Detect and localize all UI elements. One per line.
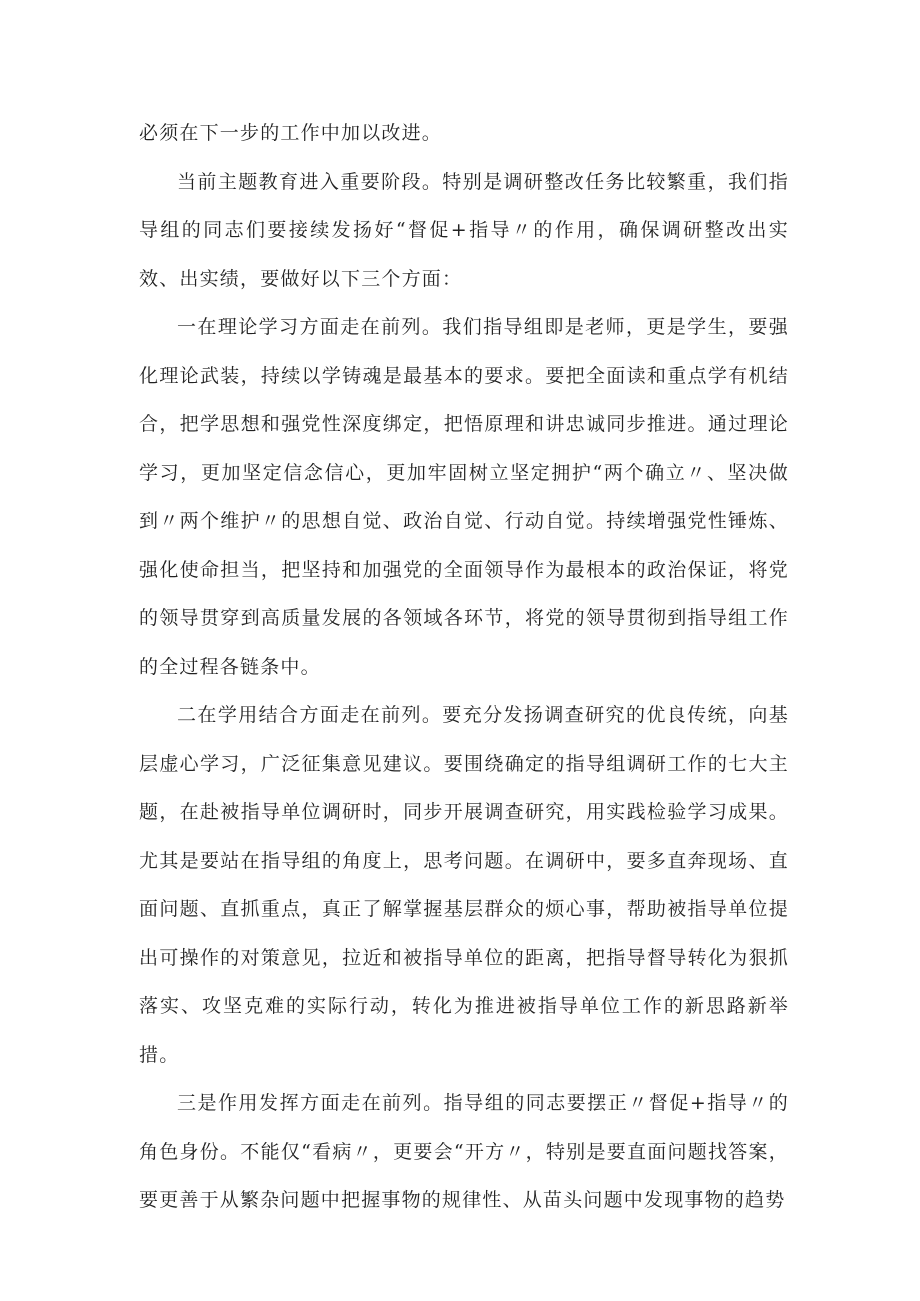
paragraph-theory-study: 一在理论学习方面走在前列。我们指导组即是老师，更是学生，要强化理论武装，持续以学铸魂是最基本的要求。要把全面读和重点学有机结合，把学思想和强党性深度绑定，把悟原理和讲忠诚同步推进。通过理论学习，更加坚定信念信心，更加牢固树立坚定拥护“两个确立〃、坚决做到〃两个维护〃的思想自觉、政治自觉、行动自觉。持续增强党性锤炼、强化使命担当，把坚持和加强党的全面领导作为最根本的政治保证，将党的领导贯穿到高质量发展的各领域各环节，将党的领导贯彻到指导组工作的全过程各链条中。 [139,316,789,678]
paragraph-intro: 当前主题教育进入重要阶段。特别是调研整改任务比较繁重，我们指导组的同志们要接续发扬好“督促+指导〃的作用，确保调研整改出实效、出实绩，要做好以下三个方面： [139,170,789,290]
document-body [139,109,789,1225]
paragraph-continuation: 必须在下一步的工作中加以改进。 [139,122,443,144]
paragraph-study-application: 二在学用结合方面走在前列。要充分发扬调查研究的优良传统，向基层虚心学习，广泛征集意见建议。要围绕确定的指导组调研工作的七大主题，在赴被指导单位调研时，同步开展调查研究，用实践检验学习成果。尤其是要站在指导组的角度上，思考问题。在调研中，要多直奔现场、直面问题、直抓重点，真正了解掌握基层群众的烦心事，帮助被指导单位提出可操作的对策意见，拉近和被指导单位的距离，把指导督导转化为狠抓落实、攻坚克难的实际行动，转化为推进被指导单位工作的新思路新举措。 [139,704,789,1066]
paragraph-role-play: 三是作用发挥方面走在前列。指导组的同志要摆正〃督促+指导〃的角色身份。不能仅“看病〃，更要会“开方〃，特别是要直面问题找答案，要更善于从繁杂问题中把握事物的规律性、从苗头问题中发现事物的趋势 [139,1092,789,1211]
